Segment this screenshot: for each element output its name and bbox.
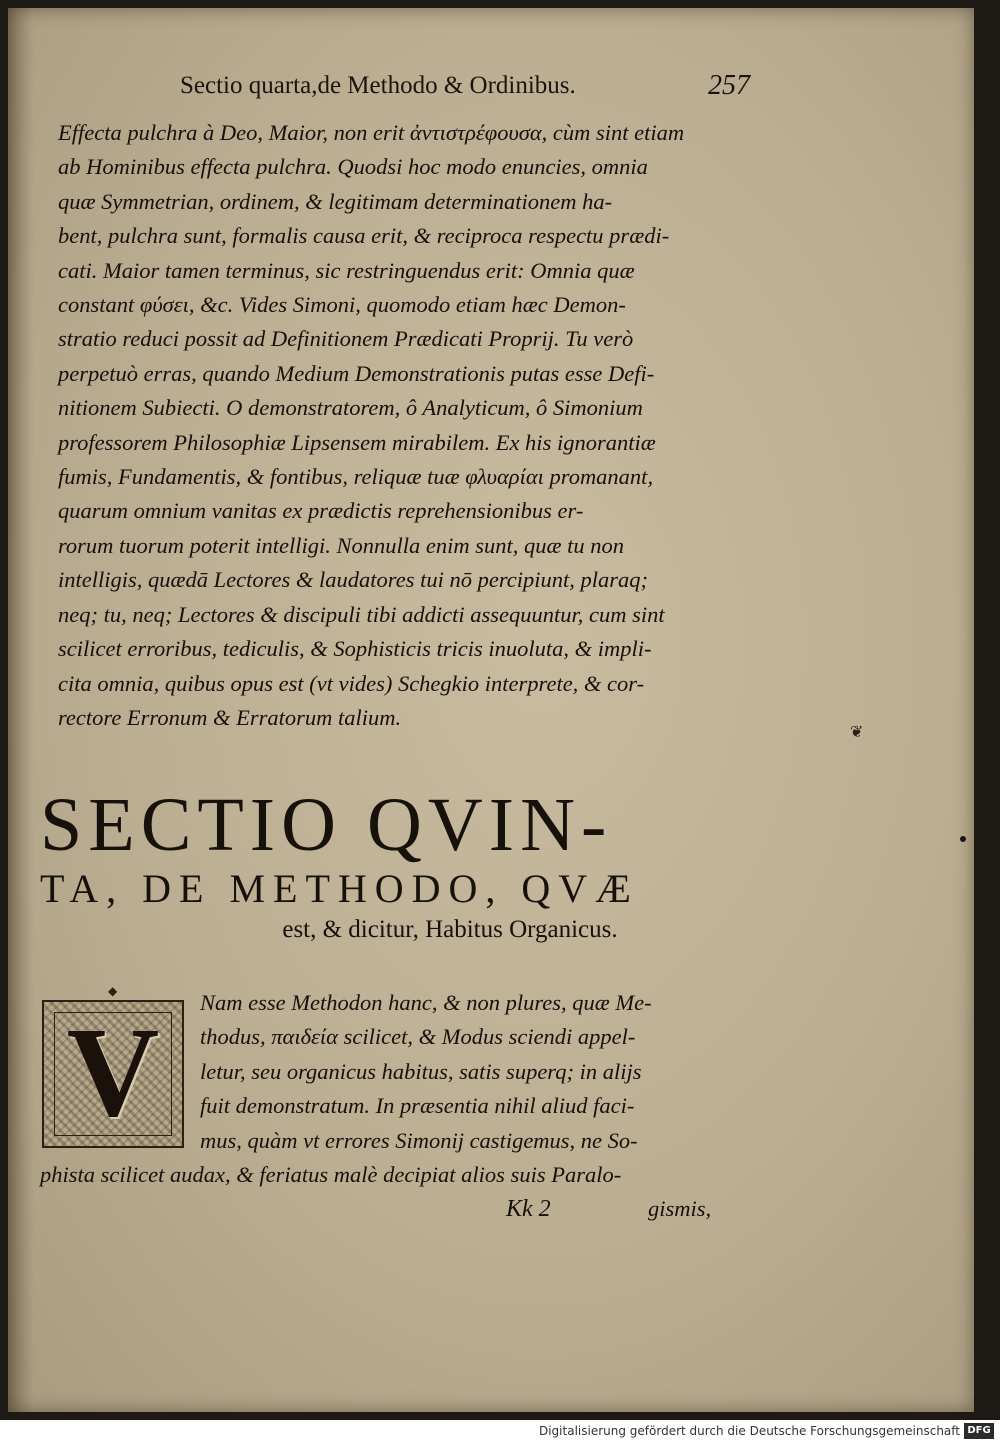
section-paragraph <box>200 986 740 1158</box>
text-line: ab Hominibus effecta pulchra. Quodsi hoc modo enuncies, omnia <box>58 154 648 180</box>
text-line: Nam esse Methodon hanc, & non plures, quæ Me- <box>200 990 652 1015</box>
running-head <box>180 72 760 108</box>
ornament-mark: ❦ <box>850 724 864 741</box>
footer-bar <box>0 1420 1000 1445</box>
text-line: rorum tuorum poterit intelligi. Nonnulla enim sunt, quæ tu non <box>58 532 625 558</box>
text-line: quæ Symmetrian, ordinem, & legitimam determinationem ha- <box>58 188 613 214</box>
initial-ornament-dot: ◆ <box>108 984 118 998</box>
text-line: perpetuò erras, quando Medium Demonstrationis putas esse Defi- <box>58 360 655 386</box>
initial-letter: V <box>66 1001 160 1143</box>
decorated-initial <box>42 1000 184 1148</box>
text-line: intelligis, quædā Lectores & laudatores tui nō percipiunt, plaraq; <box>58 567 648 593</box>
page-number: 257 <box>708 70 750 101</box>
body-paragraph <box>58 116 758 735</box>
funding-credit: Digitalisierung gefördert durch die Deutsche Forschungsgemeinschaft <box>538 1424 960 1438</box>
text-line: fumis, Fundamentis, & fontibus, reliquæ tuæ φλυαρίαι promanant, <box>58 464 654 490</box>
text-line: nitionem Subiecti. O demonstratorem, ô Analyticum, ô Simonium <box>58 395 643 421</box>
text-line: cati. Maior tamen terminus, sic restringuendus erit: Omnia quæ <box>58 257 635 283</box>
text-line: mus, quàm vt errores Simonij castigemus, ne So- <box>200 1127 638 1153</box>
text-line: rectore Erronum & Erratorum talium. <box>58 704 402 730</box>
text-line: constant φύσει, &c. Vides Simoni, quomodo etiam hæc Demon- <box>58 292 626 318</box>
gutter-shadow <box>8 8 34 1412</box>
text-line: bent, pulchra sunt, formalis causa erit, & reciproca respectu prædi- <box>58 223 670 249</box>
text-line: stratio reduci possit ad Definitionem Prædicati Proprij. Tu verò <box>58 326 634 352</box>
text-line: thodus, παιδεία scilicet, & Modus sciendi appel- <box>200 1024 636 1050</box>
margin-mark <box>960 836 966 842</box>
catchword: gismis, <box>648 1196 712 1221</box>
section-paragraph-last-line: phista scilicet audax, & feriatus malè decipiat alios suis Paralo- <box>40 1162 622 1187</box>
text-line: fuit demonstratum. In præsentia nihil aliud faci- <box>200 1093 635 1119</box>
text-line: Effecta pulchra à Deo, Maior, non erit ἀντιστρέφουσα, cùm sint etiam <box>58 120 685 145</box>
section-heading-line2: TA, DE METHODO, QVÆ <box>40 866 639 911</box>
running-title: Sectio quarta,de Methodo & Ordinibus. <box>180 72 576 99</box>
dfg-logo: DFG <box>964 1423 994 1439</box>
text-line: cita omnia, quibus opus est (vt vides) Schegkio interprete, & cor- <box>58 670 645 696</box>
section-heading-line3: est, & dicitur, Habitus Organicus. <box>282 916 618 943</box>
signature-mark: Kk 2 <box>506 1196 551 1222</box>
section-heading-line1: SECTIO QVIN- <box>40 783 613 867</box>
text-line: letur, seu organicus habitus, satis superq; in alijs <box>200 1058 642 1084</box>
text-line: professorem Philosophiæ Lipsensem mirabilem. Ex his ignorantiæ <box>58 429 656 455</box>
text-line: scilicet erroribus, tediculis, & Sophisticis tricis inuoluta, & impli- <box>58 636 652 662</box>
text-line: quarum omnium vanitas ex prædictis reprehensionibus er- <box>58 498 584 524</box>
text-line: neq; tu, neq; Lectores & discipuli tibi addicti assequuntur, cum sint <box>58 601 665 627</box>
